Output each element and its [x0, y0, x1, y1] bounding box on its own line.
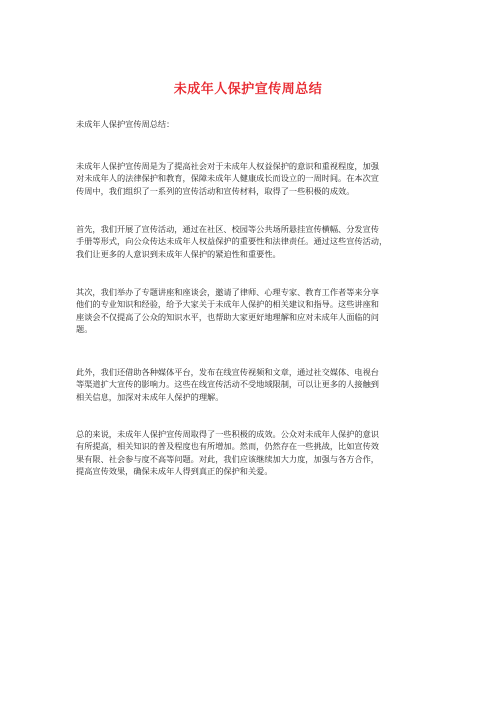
paragraph-line: 此外，我们还借助各种媒体平台，发布在线宣传视频和文章，通过社交媒体、电视台: [76, 367, 379, 377]
paragraph-media: [76, 366, 379, 403]
paragraph-line: 总的来说，未成年人保护宣传周取得了一些积极的成效。公众对未成年人保护的意识: [76, 429, 379, 439]
paragraph-summary: [76, 428, 379, 477]
paragraph-line: 果有限、社会参与度不高等问题。对此，我们应该继续加大力度，加强与各方合作，: [76, 453, 379, 464]
paragraph-line: 手册等形式，向公众传达未成年人权益保护的重要性和法律责任。通过这些宣传活动，: [76, 236, 388, 247]
paragraph-line: 他们的专业知识和经验，给予大家关于未成年人保护的相关建议和指导。这些讲座和: [76, 299, 379, 310]
paragraph-line: 座谈会不仅提高了公众的知识水平，也帮助大家更好地理解和应对未成年人面临的问: [76, 311, 379, 322]
paragraph-line: 等渠道扩大宣传的影响力。这些在线宣传活动不受地域限制，可以让更多的人接触到: [76, 379, 379, 390]
paragraph-line: 有所提高，相关知识的普及程度也有所增加。然而，仍然存在一些挑战，比如宣传效: [76, 441, 379, 452]
paragraph-activities: [76, 223, 387, 260]
paragraph-line: 题。: [76, 323, 93, 334]
document-title: 未成年人保护宣传周总结: [173, 82, 323, 97]
paragraph-lectures: [76, 286, 379, 335]
intro-line: 未成年人保护宣传周总结：: [76, 119, 175, 129]
paragraph-line: 未成年人保护宣传周是为了提高社会对于未成年人权益保护的意识和重视程度，加强: [76, 161, 379, 171]
paragraph-line: 传周中，我们组织了一系列的宣传活动和宣传材料，取得了一些积极的成效。: [76, 185, 355, 196]
paragraph-line: 对未成年人的法律保护和教育，保障未成年人健康成长而设立的一周时间。在本次宣: [76, 173, 379, 184]
paragraph-line: 首先，我们开展了宣传活动，通过在社区、校园等公共场所悬挂宣传横幅、分发宣传: [76, 224, 379, 234]
paragraph-line: 我们让更多的人意识到未成年人保护的紧迫性和重要性。: [76, 248, 281, 259]
paragraph-line: 提高宣传效果，确保未成年人得到真正的保护和关爱。: [76, 465, 273, 476]
paragraph-line: 其次，我们举办了专题讲座和座谈会，邀请了律师、心理专家、教育工作者等来分享: [76, 287, 379, 297]
paragraph-line: 相关信息，加深对未成年人保护的理解。: [76, 391, 224, 402]
paragraph-purpose: [76, 160, 379, 197]
